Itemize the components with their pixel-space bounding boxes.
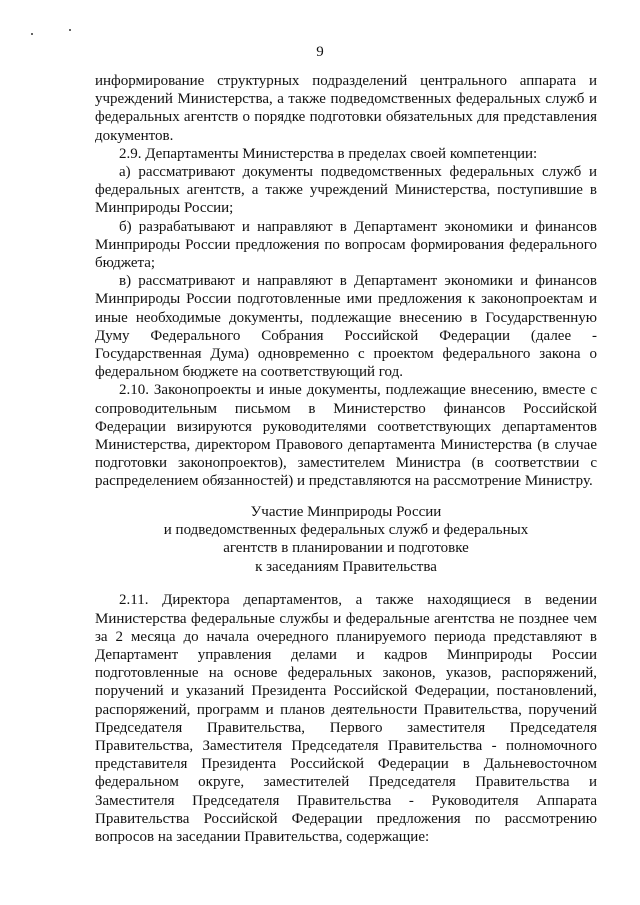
- paragraph: а) рассматривают документы подведомственных федеральных служб и федеральных агентств, а также учреждений Министерства, поступившие в Минприроды России;: [95, 164, 597, 217]
- paragraph: информирование структурных подразделений центрального аппарата и учреждений Министерства, а также подведомственных федеральных служб и федеральных агентств о порядке подготовки обязательных для представления документов.: [95, 73, 597, 144]
- section-heading-line: к заседаниям Правительства: [255, 558, 437, 575]
- section-heading: [95, 503, 597, 577]
- scan-speck: [69, 29, 71, 31]
- scan-speck: [31, 33, 33, 35]
- document-body: [95, 72, 597, 846]
- paragraph: в) рассматривают и направляют в Департамент экономики и финансов Минприроды России подготовленные ими предложения к законопроектам и иные необходимые документы, подлежащие внесению в Государственную Думу Федерального Собрания Российской Федерации (далее - Государственная Дума) одновременно с проектом федерального закона о федеральном бюджете на соответствующий год.: [95, 273, 597, 381]
- paragraph: 2.9. Департаменты Министерства в пределах своей компетенции:: [119, 145, 538, 162]
- section-heading-line: и подведомственных федеральных служб и федеральных: [163, 522, 529, 539]
- section-heading-line: агентств в планировании и подготовке: [223, 540, 469, 557]
- paragraph: 2.11. Директора департаментов, а также находящиеся в ведении Министерства федеральные службы и федеральные агентства не позднее чем за 2 месяца до начала очередного планируемого периода представляют в Департамент управления делами и кадров Минприроды России подготовленные на основе федеральных законов, указов, распоряжений, поручений и указаний Президента Российской Федерации, постановлений, распоряжений, программ и планов деятельности Правительства, поручений Председателя Правительства, Первого заместителя Председателя Правительства, Заместителя Председателя Правительства - полномочного представителя Президента Российской Федерации в Дальневосточном федеральном округе, заместителей Председателя Правительства и Заместителя Председателя Правительства - Руководителя Аппарата Правительства Российской Федерации предложения по рассмотрению вопросов на заседании Правительства, содержащие:: [95, 592, 597, 845]
- page-number: 9: [316, 44, 324, 60]
- paragraph: 2.10. Законопроекты и иные документы, подлежащие внесению, вместе с сопроводительным письмом в Министерство финансов Российской Федерации визируются руководителями соответствующих департаментов Министерства, директором Правового департамента Министерства (в случае подготовки законопроектов), заместителем Министра (в соответствии с распределением обязанностей) и представляются на рассмотрение Министру.: [95, 382, 597, 490]
- paragraph: б) разрабатывают и направляют в Департамент экономики и финансов Минприроды России предложения по вопросам формирования федерального бюджета;: [95, 218, 597, 272]
- section-heading-line: Участие Минприроды России: [250, 503, 442, 520]
